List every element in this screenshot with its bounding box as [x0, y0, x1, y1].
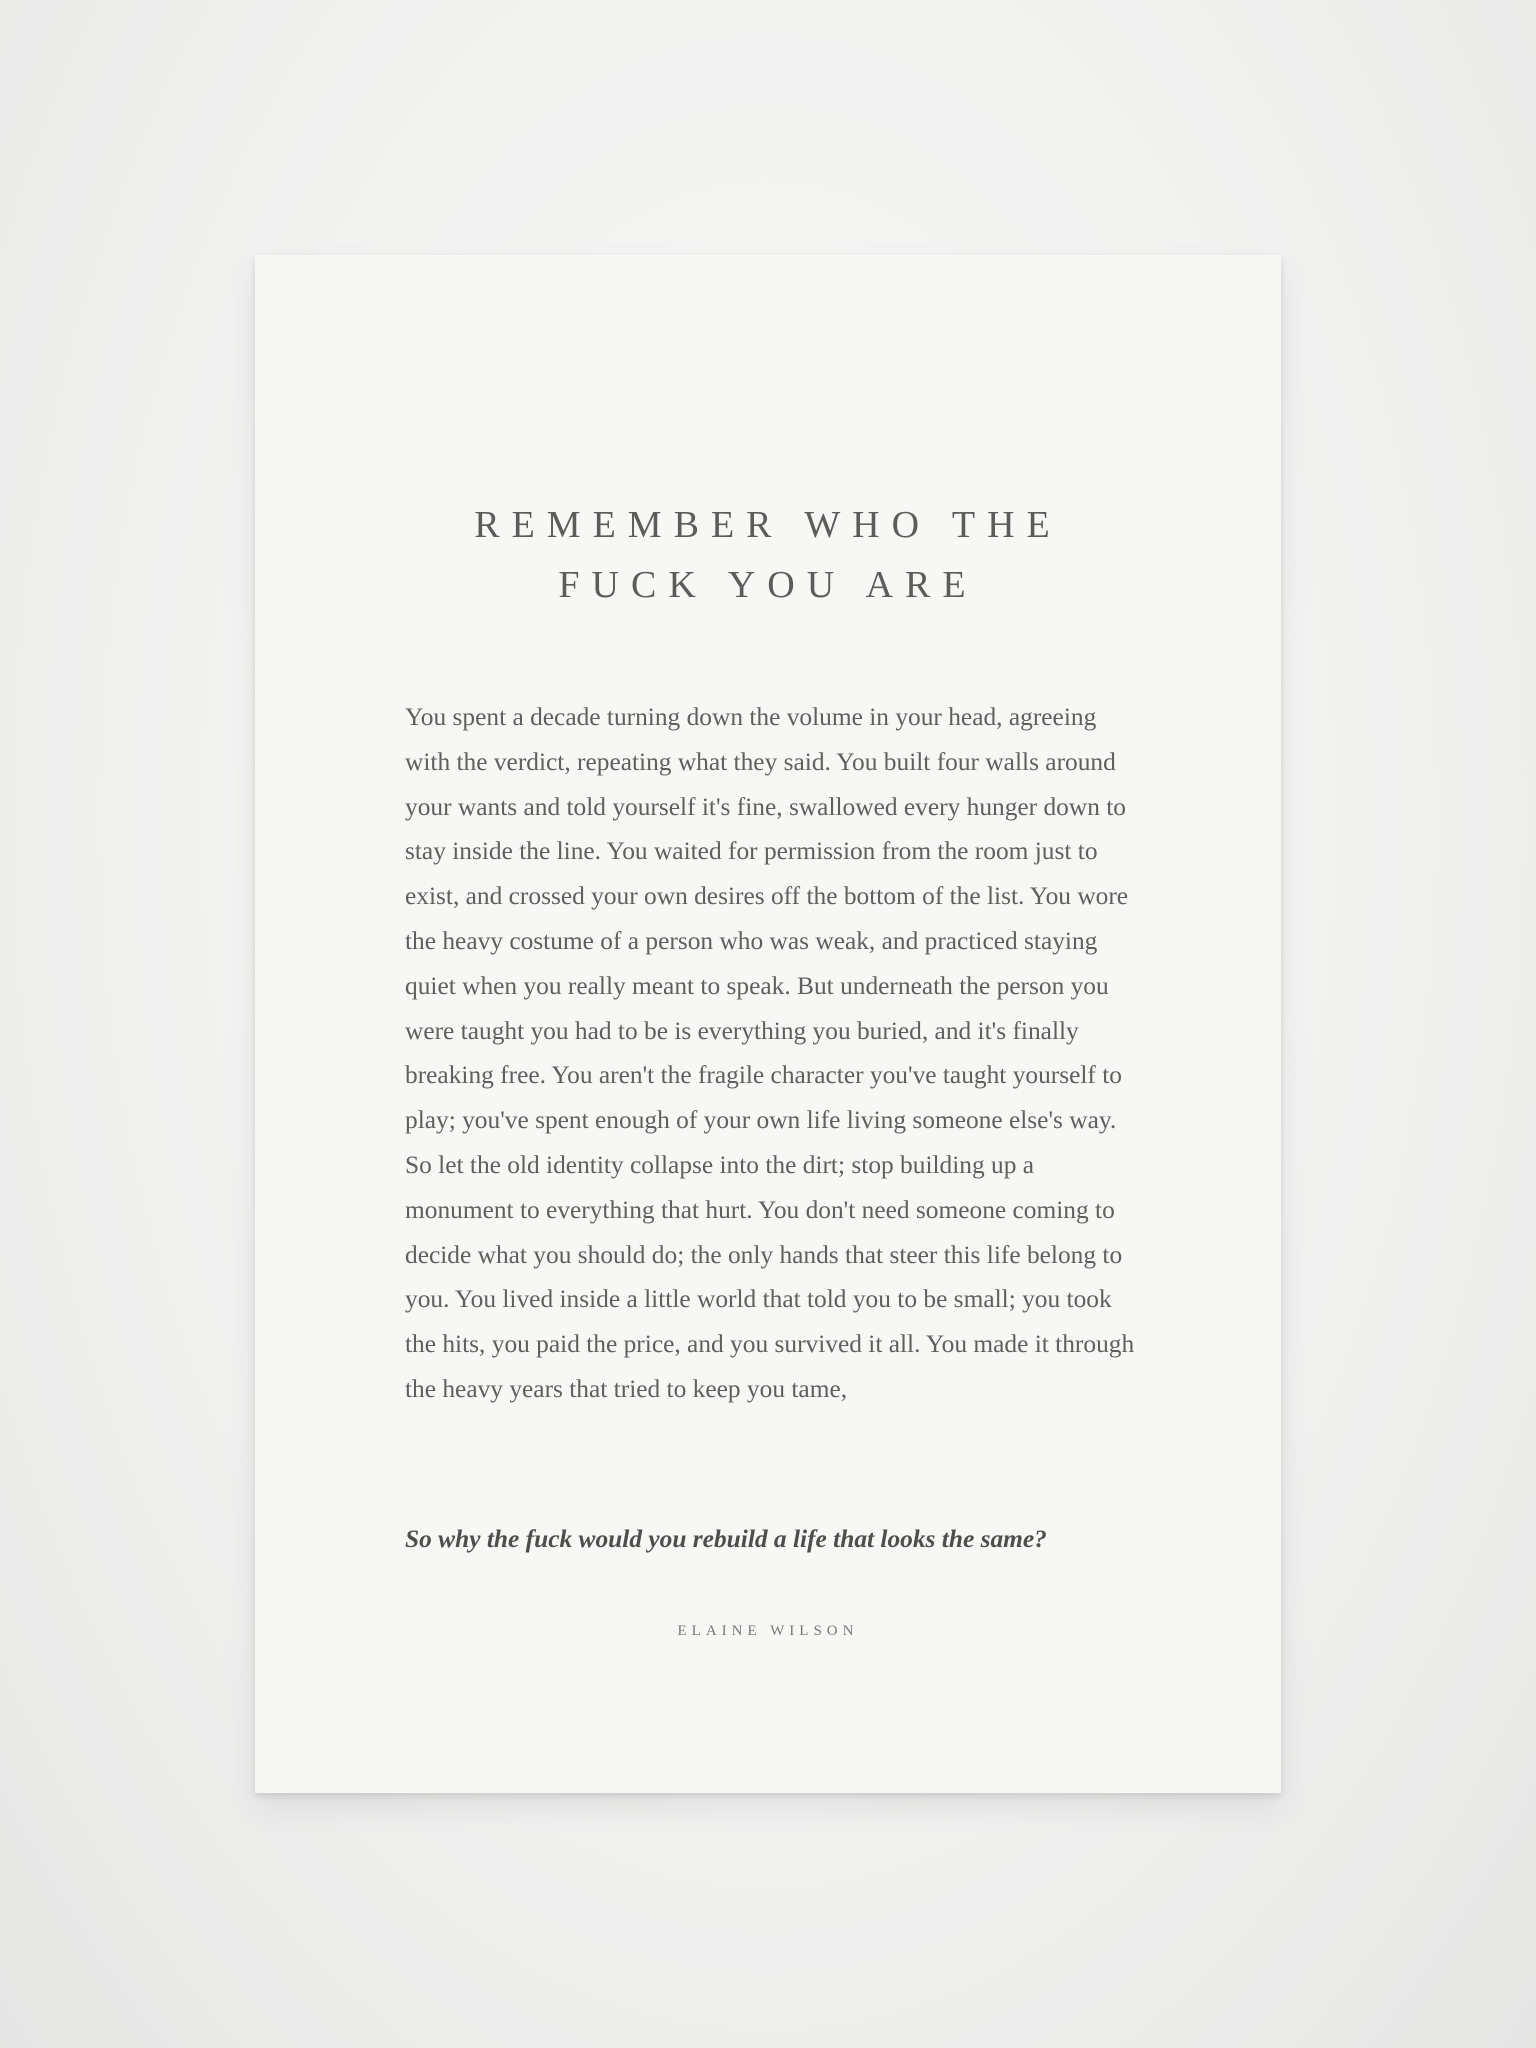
poster-title: [255, 495, 1281, 615]
title-line-1: REMEMBER WHO THE: [474, 504, 1062, 546]
title-line-2: FUCK YOU ARE: [558, 564, 978, 606]
author-name: ELAINE WILSON: [677, 1623, 859, 1639]
poster: [255, 255, 1281, 1793]
poem-body: You spent a decade turning down the volume in your head, agreeing with the verdict, repeating what they said. You built four walls around your wants and told yourself it's fine, swallowed every hunger down to stay inside the line. You waited for permission from the room just to exist, and crossed your own desires off the bottom of the list. You wore the heavy costume of a person who was weak, and practiced staying quiet when you really meant to speak. But underneath the person you were taught you had to be is everything you buried, and it's finally breaking free. You aren't the fragile character you've taught yourself to play; you've spent enough of your own life living someone else's way. So let the old identity collapse into the dirt; stop building up a monument to everything that hurt. You don't need someone coming to decide what you should do; the only hands that steer this life belong to you. You lived inside a little world that told you to be small; you took the hits, you paid the price, and you survived it all. You made it through the heavy years that tried to keep you tame,: [405, 703, 1135, 1403]
poem-closing-line: So why the fuck would you rebuild a life that looks the same?: [405, 1525, 1047, 1553]
